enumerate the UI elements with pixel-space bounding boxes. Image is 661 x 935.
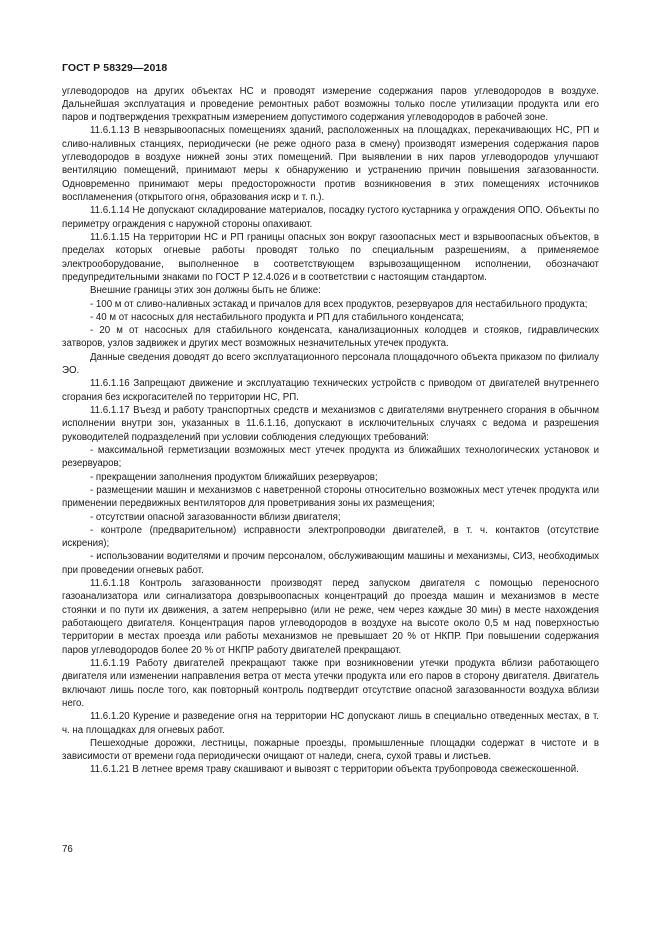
paragraph: 11.6.1.18 Контроль загазованности производят перед запуском двигателя с помощью переносного газоанализатора или сигнализатора довзрывоопасных концентраций до проезда машин и механизмов в месте стоянки и по пути их движения, а затем непрерывно (или не реже, чем через каждые 30 мин) в месте нахождения работающего двигателя. Концентрация паров углеводородов в воздухе на высоте около 0,5 м над поверхностью территории в местах проезда или работы механизмов не превышает 20 % от НКПР. При повышении содержания паров углеводородов более 20 % от НКПР работу двигателей прекращают. [62, 578, 599, 656]
paragraph: 11.6.1.19 Работу двигателей прекращают также при возникновении утечки продукта вблизи работающего двигателя или изменении направления ветра от места утечки продукта или его паров в сторону двигателя. Двигатель включают лишь после того, как повторный контроль подтвердит отсутствие опасной загазованности воздуха вблизи него. [62, 657, 599, 709]
paragraph: углеводородов на других объектах НС и проводят измерение содержания паров углеводородов в воздухе. Дальнейшая эксплуатация и проведение ремонтных работ возможны только после утилизации продукта или его паров и подтверждения трехкратным измерением допустимого содержания углеводородов в рабочей зоне. [62, 85, 599, 124]
paragraph: 11.6.1.13 В невзрывоопасных помещениях зданий, расположенных на площадках, перекачивающих НС, РП и сливо-наливных станциях, периодически (не реже одного раза в смену) производят измерения содержания паров углеводородов в воздухе нижней зоны этих помещений. При выявлении в них паров углеводородов улучшают вентиляцию помещений, принимают меры к обнаружению и устранению причин повышения загазованности. Одновременно принимают меры предосторожности против возникновения в этих помещениях источников воспламенения (открытого огня, образования искр и т. п.). [62, 125, 599, 203]
list-item: - 40 м от насосных для нестабильного продукта и РП для стабильного конденсата; [90, 311, 464, 323]
paragraph: Внешние границы этих зон должны быть не ближе: [90, 285, 321, 297]
list-item: - прекращении заполнения продуктом ближайших резервуаров; [90, 471, 378, 483]
paragraph: 11.6.1.20 Курение и разведение огня на территории НС допускают лишь в специально отведенных местах, в т. ч. на площадках для огневых работ. [62, 711, 599, 736]
list-item: - контроле (предварительном) исправности электропроводки двигателей, в т. ч. контактов (отсутствие искрения); [62, 524, 599, 550]
document-body [62, 85, 599, 777]
paragraph: 11.6.1.21 В летнее время траву скашивают и вывозят с территории объекта трубопровода свежескошенной. [90, 764, 579, 776]
paragraph: 11.6.1.14 Не допускают складирование материалов, посадку густого кустарника у ограждения ОПО. Объекты по периметру ограждения с наружной стороны опахивают. [62, 205, 599, 230]
standard-designation: ГОСТ Р 58329—2018 [62, 62, 168, 74]
list-item: - отсутствии опасной загазованности вблизи двигателя; [90, 511, 341, 523]
page-number: 76 [62, 844, 73, 855]
paragraph: 11.6.1.16 Запрещают движение и эксплуатацию технических устройств с приводом от двигателей внутреннего сгорания без искрогасителей по территории НС, РП. [62, 378, 599, 403]
paragraph: Данные сведения доводят до всего эксплуатационного персонала площадочного объекта приказом по филиалу ЭО. [62, 351, 599, 377]
list-item: - использовании водителями и прочим персоналом, обслуживающим машины и механизмы, СИЗ, необходимых при проведении огневых работ. [62, 551, 599, 576]
list-item: - размещении машин и механизмов с наветренной стороны относительно возможных мест утечек продукта или применении передвижных вентиляторов для проветривания зоны их размещения; [62, 484, 599, 510]
list-item: - максимальной герметизации возможных мест утечек продукта из ближайших технологических установок и резервуаров; [62, 444, 599, 470]
list-item: - 20 м от насосных для стабильного конденсата, канализационных колодцев и стояков, гидравлических затворов, узлов задвижек и других мест возможных незначительных утечек продукта. [62, 325, 599, 350]
paragraph: 11.6.1.17 Въезд и работу транспортных средств и механизмов с двигателями внутреннего сгорания в обычном исполнении внутри зон, указанных в 11.6.1.16, допускают в исключительных случаях с ведома и разрешения руководителей подразделений при условии соблюдения следующих требований: [62, 405, 599, 443]
paragraph: Пешеходные дорожки, лестницы, пожарные проезды, промышленные площадки содержат в чистоте и в зависимости от времени года периодически очищают от наледи, снега, сухой травы и листьев. [62, 737, 599, 763]
list-item: - 100 м от сливо-наливных эстакад и причалов для всех продуктов, резервуаров для нестабильного продукта; [90, 298, 588, 310]
paragraph: 11.6.1.15 На территории НС и РП границы опасных зон вокруг газоопасных мест и взрывоопасных объектов, в пределах которых огневые работы проводят только по специальным разрешениям, а применяемое электрооборудование, выполненное в соответствующем взрывозащищенном исполнении, обозначают предупредительными знаками по ГОСТ Р 12.4.026 и в соответствии с настоящим стандартом. [62, 231, 599, 283]
